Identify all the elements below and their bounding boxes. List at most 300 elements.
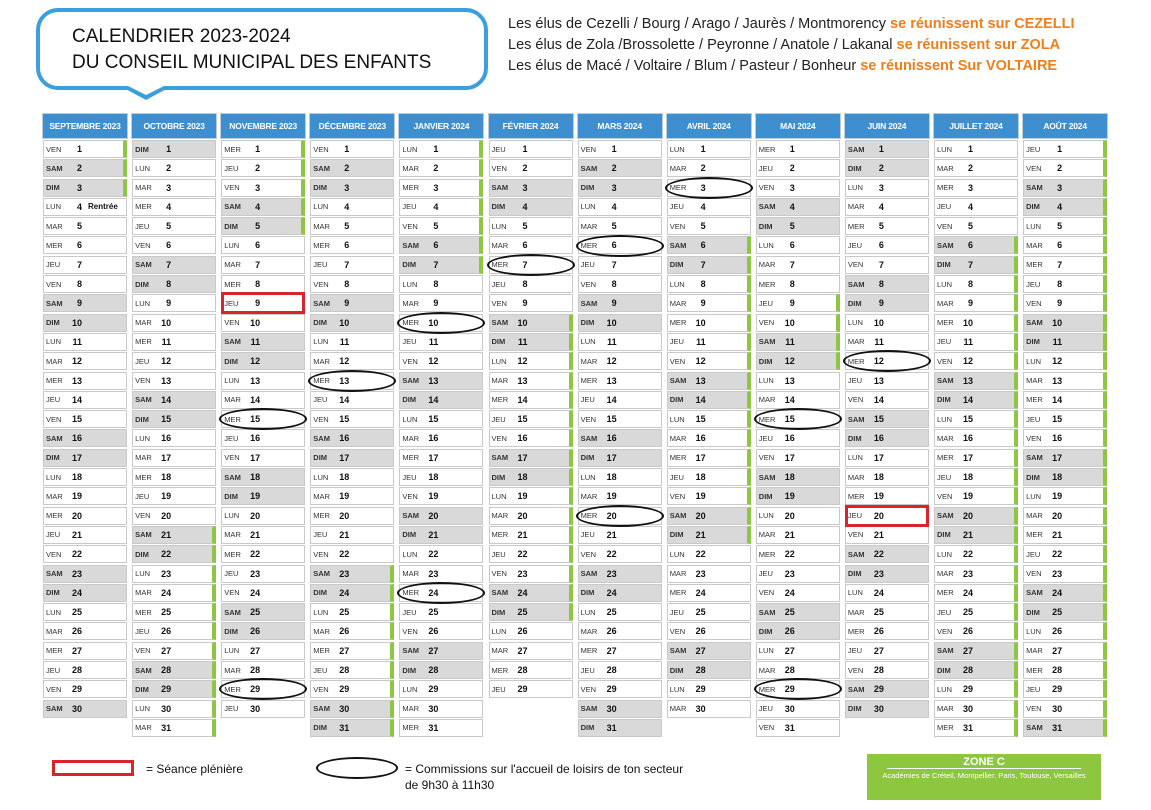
- day-cell: [1023, 719, 1107, 737]
- day-cell: [934, 275, 1018, 293]
- weekday-label: JEU: [313, 395, 328, 405]
- day-number: 11: [339, 336, 350, 347]
- day-number: 11: [517, 336, 528, 347]
- weekday-label: DIM: [135, 549, 149, 559]
- day-number: 1: [967, 144, 973, 154]
- weekday-label: VEN: [313, 279, 329, 289]
- weekday-label: VEN: [1026, 433, 1042, 443]
- weekday-label: DIM: [46, 453, 60, 463]
- weekday-label: JEU: [313, 260, 328, 270]
- weekday-label: SAM: [402, 646, 420, 656]
- day-number: 6: [700, 240, 706, 251]
- day-cell: [132, 391, 216, 409]
- weekday-label: JEU: [847, 511, 863, 521]
- weekday-label: MER: [580, 646, 598, 656]
- day-cell: [578, 372, 662, 390]
- day-cell: [934, 333, 1018, 351]
- weekday-label: SAM: [1026, 183, 1043, 193]
- day-cell: [399, 179, 483, 197]
- day-cell: [399, 294, 483, 312]
- day-number: 30: [695, 703, 706, 714]
- day-cell: [310, 603, 394, 621]
- day-cell: [399, 603, 483, 621]
- weekday-label: VEN: [1026, 569, 1042, 579]
- weekday-label: MAR: [1026, 646, 1043, 656]
- day-cell: [43, 140, 127, 158]
- day-number: 20: [962, 510, 973, 521]
- weekday-label: SAM: [758, 202, 776, 212]
- weekday-label: JEU: [491, 684, 506, 694]
- day-cell: [489, 159, 573, 177]
- day-number: 29: [250, 684, 261, 695]
- weekday-label: JEU: [580, 665, 595, 675]
- day-cell: [756, 680, 840, 698]
- weekday-label: LUN: [46, 472, 62, 482]
- day-cell: [756, 159, 840, 177]
- day-number: 22: [606, 549, 617, 560]
- weekday-label: MER: [1026, 395, 1043, 405]
- day-number: 29: [339, 684, 350, 695]
- month-header: DÉCEMBRE 2023: [310, 114, 394, 138]
- weekday-label: MAR: [758, 260, 776, 270]
- day-number: 4: [967, 201, 973, 212]
- day-number: 10: [250, 317, 261, 328]
- day-cell: [667, 159, 751, 177]
- weekday-label: MAR: [491, 646, 509, 656]
- day-number: 27: [1052, 645, 1063, 656]
- day-number: 1: [76, 144, 82, 154]
- weekday-label: MER: [847, 626, 865, 636]
- day-cell: [934, 314, 1018, 332]
- day-number: 21: [250, 529, 261, 540]
- month-column: [310, 114, 394, 738]
- day-cell: [845, 468, 929, 486]
- day-number: 22: [784, 549, 795, 560]
- day-number: 8: [522, 279, 528, 290]
- weekday-label: DIM: [580, 183, 595, 193]
- weekday-label: JEU: [402, 472, 417, 482]
- day-cell: [934, 217, 1018, 235]
- day-cell: [399, 526, 483, 544]
- weekday-label: LUN: [669, 549, 685, 559]
- day-number: 24: [873, 587, 884, 598]
- day-cell: [756, 700, 840, 718]
- day-number: 15: [339, 414, 350, 425]
- weekday-label: LUN: [491, 221, 507, 231]
- day-number: 14: [428, 394, 439, 405]
- day-cell: [132, 526, 216, 544]
- weekday-label: MAR: [669, 569, 687, 579]
- day-number: 11: [250, 336, 261, 347]
- day-number: 26: [962, 626, 973, 637]
- weekday-label: MER: [135, 202, 152, 212]
- day-number: 19: [695, 491, 706, 502]
- day-cell: [845, 391, 929, 409]
- month-header: FÉVRIER 2024: [489, 114, 573, 138]
- day-number: 15: [161, 414, 172, 425]
- day-number: 28: [428, 665, 439, 676]
- day-number: 22: [71, 549, 82, 560]
- day-cell: [667, 507, 751, 525]
- day-number: 14: [71, 394, 82, 405]
- weekday-label: DIM: [46, 588, 60, 598]
- day-cell: [132, 217, 216, 235]
- weekday-label: MAR: [1026, 511, 1043, 521]
- weekday-label: VEN: [313, 549, 329, 559]
- day-number: 6: [967, 240, 973, 251]
- day-cell: [845, 256, 929, 274]
- day-cell: [845, 140, 929, 158]
- day-cell: [756, 584, 840, 602]
- day-number: 2: [344, 163, 350, 174]
- day-number: 26: [873, 626, 884, 637]
- weekday-label: VEN: [313, 684, 329, 694]
- weekday-label: SAM: [847, 414, 865, 424]
- weekday-label: SAM: [313, 433, 330, 443]
- weekday-label: MER: [758, 279, 776, 289]
- day-number: 5: [789, 221, 795, 232]
- day-number: 21: [1052, 529, 1063, 540]
- weekday-label: VEN: [313, 414, 329, 424]
- weekday-label: VEN: [847, 665, 864, 675]
- month-column: [845, 114, 929, 719]
- weekday-label: MER: [46, 376, 63, 386]
- weekday-label: SAM: [135, 395, 152, 405]
- day-cell: [399, 256, 483, 274]
- day-cell: [132, 333, 216, 351]
- day-number: 16: [161, 433, 172, 444]
- weekday-label: VEN: [46, 144, 62, 154]
- weekday-label: DIM: [46, 318, 60, 328]
- day-number: 13: [962, 375, 973, 386]
- commission-legend-line-2: de 9h30 à 11h30: [405, 778, 495, 792]
- weekday-label: SAM: [669, 646, 687, 656]
- weekday-label: MER: [46, 240, 63, 250]
- day-number: 4: [433, 201, 439, 212]
- day-number: 12: [695, 356, 706, 367]
- day-number: 14: [873, 394, 884, 405]
- weekday-label: VEN: [46, 549, 62, 559]
- day-number: 2: [878, 163, 884, 174]
- weekday-label: DIM: [491, 202, 506, 212]
- weekday-label: DIM: [669, 665, 684, 675]
- day-number: 1: [166, 144, 172, 154]
- weekday-label: MER: [46, 646, 63, 656]
- weekday-label: MAR: [224, 395, 241, 405]
- day-cell: [132, 622, 216, 640]
- weekday-label: VEN: [402, 221, 418, 231]
- day-cell: [489, 661, 573, 679]
- day-number: 20: [71, 510, 82, 521]
- weekday-label: LUN: [402, 144, 418, 154]
- day-number: 1: [700, 144, 706, 154]
- day-cell: [132, 700, 216, 718]
- day-cell: [43, 449, 127, 467]
- plenary-legend-label: = Séance plénière: [146, 762, 244, 776]
- day-cell: [845, 314, 929, 332]
- day-number: 29: [784, 684, 795, 695]
- weekday-label: JEU: [402, 607, 417, 617]
- day-number: 9: [878, 298, 884, 309]
- weekday-label: JEU: [46, 395, 61, 405]
- weekday-label: LUN: [937, 279, 953, 289]
- day-cell: [1023, 159, 1107, 177]
- weekday-label: MAR: [580, 626, 598, 636]
- weekday-label: DIM: [937, 395, 951, 405]
- day-cell: [934, 391, 1018, 409]
- day-cell: [310, 217, 394, 235]
- day-number: 20: [250, 510, 261, 521]
- day-cell: [132, 294, 216, 312]
- weekday-label: MAR: [1026, 376, 1043, 386]
- day-cell: [132, 179, 216, 197]
- day-number: 31: [1052, 722, 1063, 733]
- day-cell: [845, 449, 929, 467]
- day-number: 3: [967, 182, 973, 193]
- weekday-label: DIM: [669, 260, 684, 270]
- day-number: 9: [611, 298, 617, 309]
- day-cell: [934, 661, 1018, 679]
- day-number: 13: [606, 375, 617, 386]
- day-cell: [667, 391, 751, 409]
- day-number: 4: [611, 201, 617, 212]
- day-cell: [489, 642, 573, 660]
- day-number: 3: [522, 182, 528, 193]
- day-number: 26: [428, 626, 439, 637]
- plenary-legend-swatch: [52, 760, 134, 776]
- weekday-label: DIM: [847, 569, 862, 579]
- weekday-label: MER: [1026, 530, 1043, 540]
- day-cell: [1023, 256, 1107, 274]
- weekday-label: SAM: [937, 646, 954, 656]
- day-number: 12: [873, 356, 884, 367]
- weekday-label: MER: [847, 221, 865, 231]
- day-cell: [43, 179, 127, 197]
- day-cell: [221, 159, 305, 177]
- day-cell: [489, 140, 573, 158]
- weekday-label: MER: [135, 472, 152, 482]
- day-number: 13: [517, 375, 528, 386]
- day-cell: [132, 487, 216, 505]
- day-cell: [489, 429, 573, 447]
- month-column: [756, 114, 840, 738]
- day-cell: [934, 487, 1018, 505]
- day-number: 1: [878, 144, 884, 154]
- day-cell: [399, 314, 483, 332]
- day-number: 29: [517, 684, 528, 695]
- day-cell: [1023, 294, 1107, 312]
- weekday-label: LUN: [847, 318, 863, 328]
- day-number: 28: [517, 665, 528, 676]
- day-cell: [667, 642, 751, 660]
- day-number: 16: [606, 433, 617, 444]
- day-cell: [310, 159, 394, 177]
- weekday-label: SAM: [847, 279, 865, 289]
- weekday-label: VEN: [135, 646, 151, 656]
- day-number: 22: [339, 549, 350, 560]
- day-cell: [310, 526, 394, 544]
- weekday-label: JEU: [669, 337, 684, 347]
- day-number: 17: [873, 452, 884, 463]
- day-number: 17: [962, 452, 973, 463]
- day-cell: [845, 661, 929, 679]
- weekday-label: DIM: [402, 665, 417, 675]
- weekday-label: DIM: [224, 626, 238, 636]
- day-number: 24: [1052, 587, 1063, 598]
- day-cell: [845, 429, 929, 447]
- weekday-label: VEN: [1026, 704, 1042, 714]
- weekday-label: SAM: [847, 549, 865, 559]
- day-number: 26: [250, 626, 261, 637]
- day-number: 8: [700, 279, 706, 290]
- day-cell: [489, 487, 573, 505]
- day-cell: [845, 622, 929, 640]
- day-number: 19: [250, 491, 261, 502]
- weekday-label: SAM: [669, 376, 687, 386]
- day-number: 16: [71, 433, 82, 444]
- day-cell: [132, 507, 216, 525]
- day-cell: [43, 198, 127, 216]
- day-number: 19: [517, 491, 528, 502]
- day-cell: [221, 179, 305, 197]
- weekday-label: LUN: [1026, 356, 1042, 366]
- day-cell: [132, 159, 216, 177]
- day-cell: [934, 642, 1018, 660]
- day-cell: [132, 314, 216, 332]
- day-cell: [132, 468, 216, 486]
- day-number: 26: [71, 626, 82, 637]
- day-cell: [845, 372, 929, 390]
- day-number: 22: [161, 549, 172, 560]
- day-number: 24: [71, 587, 82, 598]
- day-number: 11: [72, 336, 82, 347]
- weekday-label: LUN: [135, 298, 151, 308]
- day-number: 29: [873, 684, 884, 695]
- weekday-label: JEU: [758, 569, 773, 579]
- day-cell: [845, 198, 929, 216]
- day-number: 26: [339, 626, 350, 637]
- day-number: 20: [428, 510, 439, 521]
- day-cell: [845, 680, 929, 698]
- day-cell: [310, 622, 394, 640]
- day-number: 30: [71, 703, 82, 714]
- weekday-label: MER: [135, 607, 152, 617]
- weekday-label: LUN: [580, 337, 596, 347]
- weekday-label: VEN: [669, 221, 686, 231]
- weekday-label: DIM: [847, 704, 862, 714]
- weekday-label: MER: [937, 588, 954, 598]
- day-cell: [43, 487, 127, 505]
- day-number: 9: [344, 298, 350, 309]
- day-cell: [845, 333, 929, 351]
- day-number: 18: [517, 472, 528, 483]
- weekday-label: LUN: [937, 414, 953, 424]
- weekday-label: SAM: [224, 607, 241, 617]
- weekday-label: MER: [758, 144, 776, 154]
- day-cell: [756, 391, 840, 409]
- weekday-label: SAM: [46, 569, 63, 579]
- day-cell: [399, 507, 483, 525]
- weekday-label: MER: [580, 240, 598, 250]
- weekday-label: MER: [313, 646, 330, 656]
- day-number: 5: [522, 221, 528, 232]
- weekday-label: SAM: [135, 530, 152, 540]
- day-number: 24: [428, 587, 439, 598]
- weekday-label: JEU: [402, 337, 417, 347]
- day-number: 20: [873, 510, 884, 521]
- weekday-label: VEN: [580, 144, 597, 154]
- day-cell: [221, 236, 305, 254]
- weekday-label: MER: [46, 511, 63, 521]
- day-cell: [1023, 584, 1107, 602]
- day-cell: [310, 487, 394, 505]
- month-header: AOÛT 2024: [1023, 114, 1107, 138]
- day-number: 26: [517, 626, 528, 637]
- weekday-label: MER: [758, 414, 776, 424]
- day-number: 12: [161, 356, 172, 367]
- day-cell: [934, 680, 1018, 698]
- weekday-label: MAR: [847, 202, 865, 212]
- day-number: 19: [71, 491, 82, 502]
- day-number: 23: [71, 568, 82, 579]
- weekday-label: MAR: [135, 183, 152, 193]
- day-cell: [43, 410, 127, 428]
- day-cell: [399, 372, 483, 390]
- day-cell: [489, 468, 573, 486]
- weekday-label: DIM: [135, 684, 149, 694]
- day-number: 7: [344, 259, 350, 270]
- weekday-label: MAR: [135, 318, 152, 328]
- day-number: 10: [161, 317, 172, 328]
- month-header: AVRIL 2024: [667, 114, 751, 138]
- weekday-label: DIM: [313, 318, 328, 328]
- day-cell: [43, 236, 127, 254]
- day-number: 18: [161, 472, 172, 483]
- weekday-label: MER: [847, 356, 865, 366]
- weekday-label: JEU: [491, 279, 506, 289]
- title-line-2: DU CONSEIL MUNICIPAL DES ENFANTS: [72, 52, 432, 73]
- weekday-label: LUN: [402, 684, 418, 694]
- weekday-label: MAR: [669, 433, 687, 443]
- weekday-label: VEN: [491, 298, 507, 308]
- day-cell: [578, 294, 662, 312]
- day-number: 24: [517, 587, 528, 598]
- day-number: 7: [166, 259, 172, 270]
- day-number: 14: [517, 394, 528, 405]
- day-number: 15: [428, 414, 439, 425]
- weekday-label: JEU: [1026, 144, 1041, 154]
- day-number: 18: [428, 472, 439, 483]
- weekday-label: VEN: [402, 491, 418, 501]
- group-line-cezelli: [508, 14, 1075, 35]
- day-number: 27: [873, 645, 884, 656]
- day-number: 26: [606, 626, 617, 637]
- day-number: 25: [1052, 607, 1063, 618]
- day-number: 10: [428, 317, 439, 328]
- day-cell: [221, 700, 305, 718]
- day-cell: [221, 372, 305, 390]
- day-number: 17: [71, 452, 82, 463]
- day-number: 29: [1052, 684, 1063, 695]
- weekday-label: JEU: [847, 646, 863, 656]
- weekday-label: MAR: [580, 221, 598, 231]
- day-number: 25: [428, 607, 439, 618]
- month-header: NOVEMBRE 2023: [221, 114, 305, 138]
- day-cell: [132, 603, 216, 621]
- day-number: 16: [695, 433, 706, 444]
- weekday-label: VEN: [580, 549, 597, 559]
- day-cell: [845, 526, 929, 544]
